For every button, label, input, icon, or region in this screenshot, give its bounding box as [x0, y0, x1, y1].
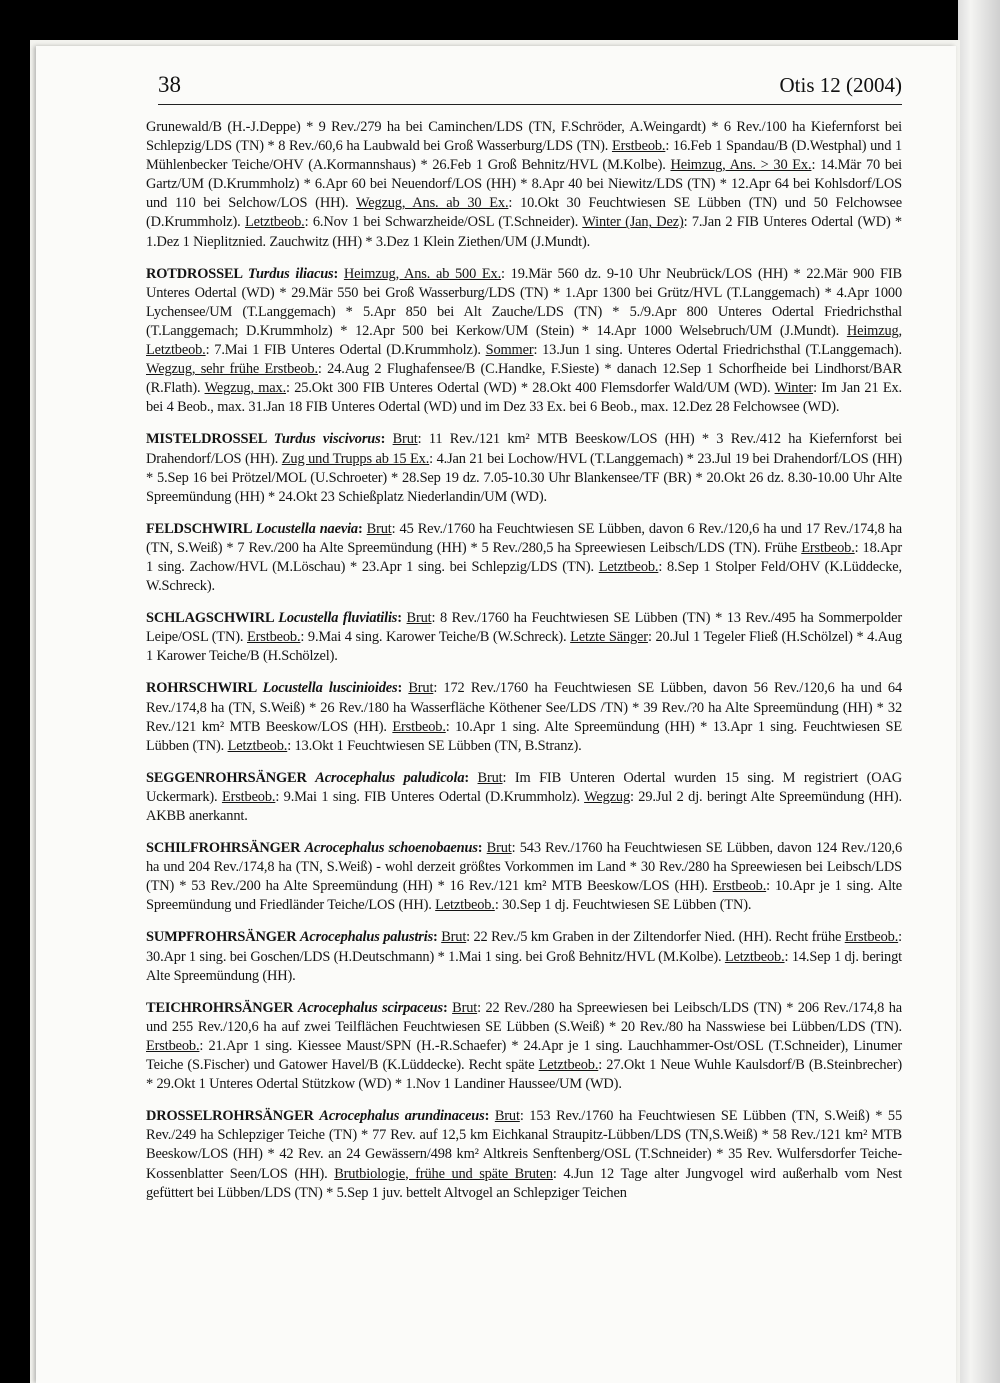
latin-name: Turdus viscivorus	[273, 431, 381, 448]
species-name: TEICHROHRSÄNGER	[146, 999, 298, 1016]
entry-text: : 153 Rev./1760 ha Feuchtwiesen SE Lübben (TN, S.Weiß) * 55 Rev./249 ha Schlepziger Teiche (TN) * 77 Rev. auf 12,5 km Eichkanal Straupitz-Lübben/LDS (TN,S.Weiß) * 58 Rev./121 km² MTB Beeskow/LOS (HH) * 42 Rev. an 24 Gewässern/498 km² Altkreis Senftenberg/OSL (T.Schneider) * 35 Rev. Wulfersdorfer Teiche-Kossenblatter Seen/LOS (HH).	[146, 1108, 902, 1182]
entry-text: : 7.Jan 2 FIB Unteres Odertal (WD) * 1.Dez 1 Nieplitznied. Zauchwitz (HH) * 3.Dez 1 Klein Ziethen/UM (J.Mundt).	[146, 214, 902, 250]
entry-text: : 29.Jul 2 dj. beringt Alte Spreemündung (HH). AKBB anerkannt.	[146, 788, 902, 824]
entry-text: : 14.Mär 70 bei Gartz/UM (D.Krummholz) * 6.Apr 60 bei Neuendorf/LOS (HH) * 8.Apr 40 bei Niewitz/LDS (TN) * 12.Apr 64 bei Kohlsdorf/LOS und 110 bei Selchow/LOS (HH).	[146, 157, 902, 212]
species-name: :	[433, 929, 442, 946]
section-label: Brut	[366, 520, 392, 537]
entry-text: : 9.Mai 1 sing. FIB Unteres Odertal (D.Krummholz).	[275, 788, 585, 805]
section-label: Brut	[494, 1108, 520, 1125]
entry-text: : 22 Rev./280 ha Spreewiesen bei Leibsch/LDS (TN) * 206 Rev./174,8 ha und 255 Rev./120,6 ha auf zwei Teilflächen Feuchtwiesen SE Lübben (S.Weiß) * 20 Rev./80 ha Nasswiese bei Lübben/LDS (TN).	[146, 999, 902, 1035]
page-stack-edge	[958, 0, 1000, 1383]
section-label: Brut	[441, 929, 467, 946]
entry-text: : 22 Rev./5 km Graben in der Ziltendorfer Nied. (HH). Recht frühe	[466, 929, 845, 946]
species-entry-grunewald	[146, 118, 902, 252]
page-header	[158, 72, 902, 105]
species-entry-seggenrohrsaenger	[146, 769, 902, 826]
section-label: Erstbeob.	[146, 1037, 200, 1054]
section-label: Brut	[392, 431, 418, 448]
entry-text: : 25.Okt 300 FIB Unteres Odertal (WD) * 28.Okt 400 Flemsdorfer Wald/UM (WD).	[286, 380, 775, 397]
section-label: Erstbeob.	[247, 629, 301, 646]
species-name: :	[442, 999, 453, 1016]
species-name: :	[380, 431, 393, 448]
latin-name: Acrocephalus palustris	[299, 929, 434, 946]
section-label: Wegzug	[584, 788, 630, 805]
section-label: Erstbeob.	[844, 929, 899, 946]
journal-citation: Otis 12 (2004)	[779, 73, 902, 97]
entry-text: : 9.Mai 4 sing. Karower Teiche/B (W.Schreck).	[300, 629, 571, 646]
section-label: Heimzug, Ans. ab 500 Ex.	[343, 265, 502, 282]
section-label: Heimzug, Letztbeob.	[146, 322, 902, 359]
species-name: SCHLAGSCHWIRL	[146, 610, 279, 627]
entry-text: Grunewald/B (H.-J.Deppe) * 9 Rev./279 ha bei Caminchen/LDS (TN, F.Schröder, A.Weingardt) * 6 Rev./100 ha Kiefernforst bei Schlepzig/LDS (TN) * 8 Rev./60,6 ha Laubwald bei Groß Wasserburg/LDS (TN).	[146, 119, 902, 155]
species-name: :	[333, 265, 344, 282]
latin-name: Acrocephalus paludicola	[315, 769, 465, 786]
section-label: Letzte Sänger	[570, 629, 648, 646]
section-label: Letztbeob.	[724, 948, 785, 965]
species-entry-drosselrohrsaenger	[146, 1107, 902, 1202]
section-label: Winter	[774, 380, 814, 397]
entry-text: : 8 Rev./1760 ha Feuchtwiesen SE Lübben (TN) * 13 Rev./495 ha Sommerpolder Leipe/OSL (TN).	[146, 610, 902, 646]
entry-text: : 172 Rev./1760 ha Feuchtwiesen SE Lübben, davon 56 Rev./120,6 ha und 64 Rev./174,8 ha (TN, S.Weiß) * 26 Rev./180 ha Wasserfläche Köthener See/LDS /TN) * 39 Rev./?0 ha Alte Spreemündung (HH) * 32 Rev./121 km² MTB Beeskow/LOS (HH).	[146, 680, 902, 735]
section-label: Winter (Jan, Dez)	[582, 214, 684, 231]
section-label: Erstbeob.	[221, 788, 276, 805]
species-name: FELDSCHWIRL	[146, 520, 256, 537]
section-label: Erstbeob.	[712, 878, 767, 895]
species-name: SUMPFROHRSÄNGER	[146, 929, 300, 946]
latin-name: Locustella fluviatilis	[278, 610, 398, 627]
section-label: Brutbiologie, frühe und späte Bruten	[334, 1165, 553, 1182]
species-name: ROTDROSSEL	[146, 265, 248, 282]
entry-text: : 7.Mai 1 FIB Unteres Odertal (D.Krummholz).	[205, 342, 486, 359]
species-name: :	[357, 520, 367, 537]
species-entry-feldschwirl	[146, 520, 902, 596]
entry-text: : 543 Rev./1760 ha Feuchtwiesen SE Lübben, davon 124 Rev./120,6 ha und 204 Rev./174,8 ha (TN, S.Weiß) - wohl derzeit größtes Vorkommen im Land * 30 Rev./280 ha Spreewiesen bei Leibsch/LDS (TN) * 53 Rev./200 ha Alte Spreemündung (HH) * 16 Rev./121 km² MTB Beeskow/LOS (HH).	[146, 840, 902, 895]
section-label: Wegzug, Ans. ab 30 Ex.	[355, 195, 509, 212]
section-label: Erstbeob.	[611, 138, 666, 155]
species-name: :	[397, 680, 409, 697]
section-label: Brut	[406, 610, 432, 627]
entry-text: : 6.Nov 1 bei Schwarzheide/OSL (T.Schneider).	[304, 214, 583, 231]
section-label: Brut	[486, 840, 512, 857]
entry-text: : 4.Jun 12 Tage alter Jungvogel wird außerhalb vom Nest gefüttert bei Lübben/LDS (TN) * 5.Sep 1 juv. bettelt Altvogel an Schlepziger Teichen	[146, 1165, 902, 1201]
entry-text: : 27.Okt 1 Neue Wuhle Kaulsdorf/B (B.Steinbrecher) * 29.Okt 1 Unteres Odertal Stützkow (WD) * 1.Nov 1 Landiner Haussee/UM (WD).	[146, 1057, 902, 1093]
entry-text: : 13.Jun 1 sing. Unteres Odertal Friedrichsthal (T.Langgemach).	[533, 342, 902, 359]
section-label: Letztbeob.	[244, 214, 305, 231]
entry-text: : 30.Apr 1 sing. bei Goschen/LDS (H.Deutschmann) * 1.Mai 1 sing. bei Groß Behnitz/HVL (M.Kolbe).	[146, 929, 902, 965]
species-entry-rohrschwirl	[146, 679, 902, 755]
article-body	[146, 118, 902, 1216]
section-label: Erstbeob.	[392, 718, 446, 735]
entry-text: : 24.Aug 2 Flughafensee/B (C.Handke, F.Sieste) * danach 12.Sep 1 Schorfheide bei Lindhorst/BAR (R.Flath).	[146, 361, 902, 397]
section-label: Brut	[452, 999, 478, 1016]
entry-text: : 10.Apr 1 sing. Alte Spreemündung (HH) * 13.Apr 1 sing. Feuchtwiesen SE Lübben (TN).	[146, 718, 902, 754]
entry-text: : 10.Apr je 1 sing. Alte Spreemündung und Friedländer Teiche/LOS (HH).	[146, 878, 902, 914]
entry-text: : 4.Jan 21 bei Lochow/HVL (T.Langgemach) * 23.Jul 19 bei Drahendorf/LOS (HH) * 5.Sep 16 bei Prötzel/MOL (U.Schroeter) * 28.Sep 19 dz. 7.05-10.30 Uhr Blankensee/TF (BR) * 20.Okt 26 dz. 8.30-10.00 Uhr Alte Spreemündung (HH) * 24.Okt 23 Schießplatz Niederlandin/UM (WD).	[146, 450, 902, 505]
section-label: Wegzug, sehr frühe Erstbeob.	[146, 361, 318, 378]
section-label: Zug und Trupps ab 15 Ex.	[281, 450, 430, 467]
species-name: ROHRSCHWIRL	[146, 680, 263, 697]
section-label: Letztbeob.	[227, 737, 288, 754]
species-name: :	[484, 1108, 495, 1125]
latin-name: Locustella naevia	[255, 520, 358, 537]
section-label: Heimzug, Ans. > 30 Ex.	[670, 157, 812, 174]
latin-name: Acrocephalus schoenobaenus	[304, 840, 478, 857]
section-label: Letztbeob.	[435, 897, 495, 914]
entry-text: : 10.Okt 30 Feuchtwiesen SE Lübben (TN) und 50 Felchowsee (D.Krummholz).	[146, 195, 902, 231]
entry-text: : 14.Sep 1 dj. beringt Alte Spreemündung (HH).	[146, 948, 902, 984]
entry-text: : 11 Rev./121 km² MTB Beeskow/LOS (HH) * 3 Rev./412 ha Kiefernforst bei Drahendorf/LOS (HH).	[146, 431, 902, 467]
species-entry-misteldrossel	[146, 430, 902, 506]
species-name: :	[464, 769, 478, 786]
entry-text: : 30.Sep 1 dj. Feuchtwiesen SE Lübben (TN).	[494, 897, 752, 914]
entry-text: : 13.Okt 1 Feuchtwiesen SE Lübben (TN, B.Stranz).	[287, 737, 582, 754]
section-label: Sommer	[485, 342, 534, 359]
species-name: :	[477, 840, 487, 857]
entry-text: : 20.Jul 1 Tegeler Fließ (H.Schölzel) * 4.Aug 1 Karower Teiche/B (H.Schölzel).	[146, 629, 902, 665]
species-name: DROSSELROHRSÄNGER	[146, 1108, 320, 1125]
species-name: MISTELDROSSEL	[146, 431, 274, 448]
latin-name: Locustella luscinioides	[262, 680, 398, 697]
species-name: :	[397, 610, 407, 627]
entry-text: : 21.Apr 1 sing. Kiessee Maust/SPN (H.-R.Schaefer) * 24.Apr je 1 sing. Lauchhammer-Ost/OSL (T.Schneider), Linumer Teiche (S.Fischer) und Gatower Havel/B (K.Lüddecke). Recht späte	[146, 1037, 902, 1074]
latin-name: Acrocephalus arundinaceus	[319, 1108, 485, 1125]
entry-text: : Im Jan 21 Ex. bei 4 Beob., max. 31.Jan 18 FIB Unteres Odertal (WD) und im Dez 33 Ex. bei 6 Beob., max. 12.Dez 28 Felchowsee (WD).	[146, 380, 902, 416]
section-label: Brut	[408, 680, 434, 697]
species-name: SCHILFROHRSÄNGER	[146, 840, 305, 857]
section-label: Letztbeob.	[598, 558, 659, 575]
entry-text: : 45 Rev./1760 ha Feuchtwiesen SE Lübben, davon 6 Rev./120,6 ha und 17 Rev./174,8 ha (TN, S.Weiß) * 7 Rev./200 ha Alte Spreemündung (HH) * 5 Rev./280,5 ha Spreewiesen Leibsch/LDS (TN). Frühe	[146, 520, 902, 556]
species-entry-sumpfrohrsaenger	[146, 928, 902, 985]
species-entry-rotdrossel	[146, 265, 902, 418]
section-label: Erstbeob.	[801, 539, 855, 556]
species-entry-schlagschwirl	[146, 609, 902, 666]
latin-name: Acrocephalus scirpaceus	[297, 999, 443, 1016]
section-label: Wegzug, max.	[204, 380, 287, 397]
species-entry-schilfrohrsaenger	[146, 839, 902, 915]
species-name: SEGGENROHRSÄNGER	[146, 769, 316, 786]
page-number: 38	[158, 72, 181, 97]
entry-text: : 19.Mär 560 dz. 9-10 Uhr Neubrück/LOS (HH) * 22.Mär 900 FIB Unteres Odertal (WD) * 29.Mär 550 bei Groß Wasserburg/LDS (TN) * 1.Apr 1300 bei Grütz/HVL (T.Langgemach) * 4.Apr 1000 Lychensee/UM (T.Langgemach) * 5.Apr 850 bei Alt Zauche/LDS (TN) * 5./9.Apr 800 Unteres Odertal Friedrichsthal (T.Langgemach; D.Krummholz) * 12.Apr 500 bei Kerkow/UM (Stein) * 14.Apr 1000 Welsebruch/UM (J.Mundt).	[146, 265, 902, 339]
entry-text: : 16.Feb 1 Spandau/B (D.Westphal) und 1 Mühlenbecker Teiche/OHV (A.Kormannshaus) * 26.Feb 1 Groß Behnitz/HVL (M.Kolbe).	[146, 138, 902, 174]
entry-text: : Im FIB Unteren Odertal wurden 15 sing. M registriert (OAG Uckermark).	[146, 769, 902, 805]
latin-name: Turdus iliacus	[247, 265, 334, 282]
entry-text: : 18.Apr 1 sing. Zachow/HVL (M.Löschau) * 23.Apr 1 sing. bei Schlepzig/LDS (TN).	[146, 539, 902, 575]
species-entry-teichrohrsaenger	[146, 999, 902, 1094]
entry-text: : 8.Sep 1 Stolper Feld/OHV (K.Lüddecke, W.Schreck).	[146, 558, 902, 595]
section-label: Brut	[477, 769, 503, 786]
section-label: Letztbeob.	[538, 1057, 599, 1074]
